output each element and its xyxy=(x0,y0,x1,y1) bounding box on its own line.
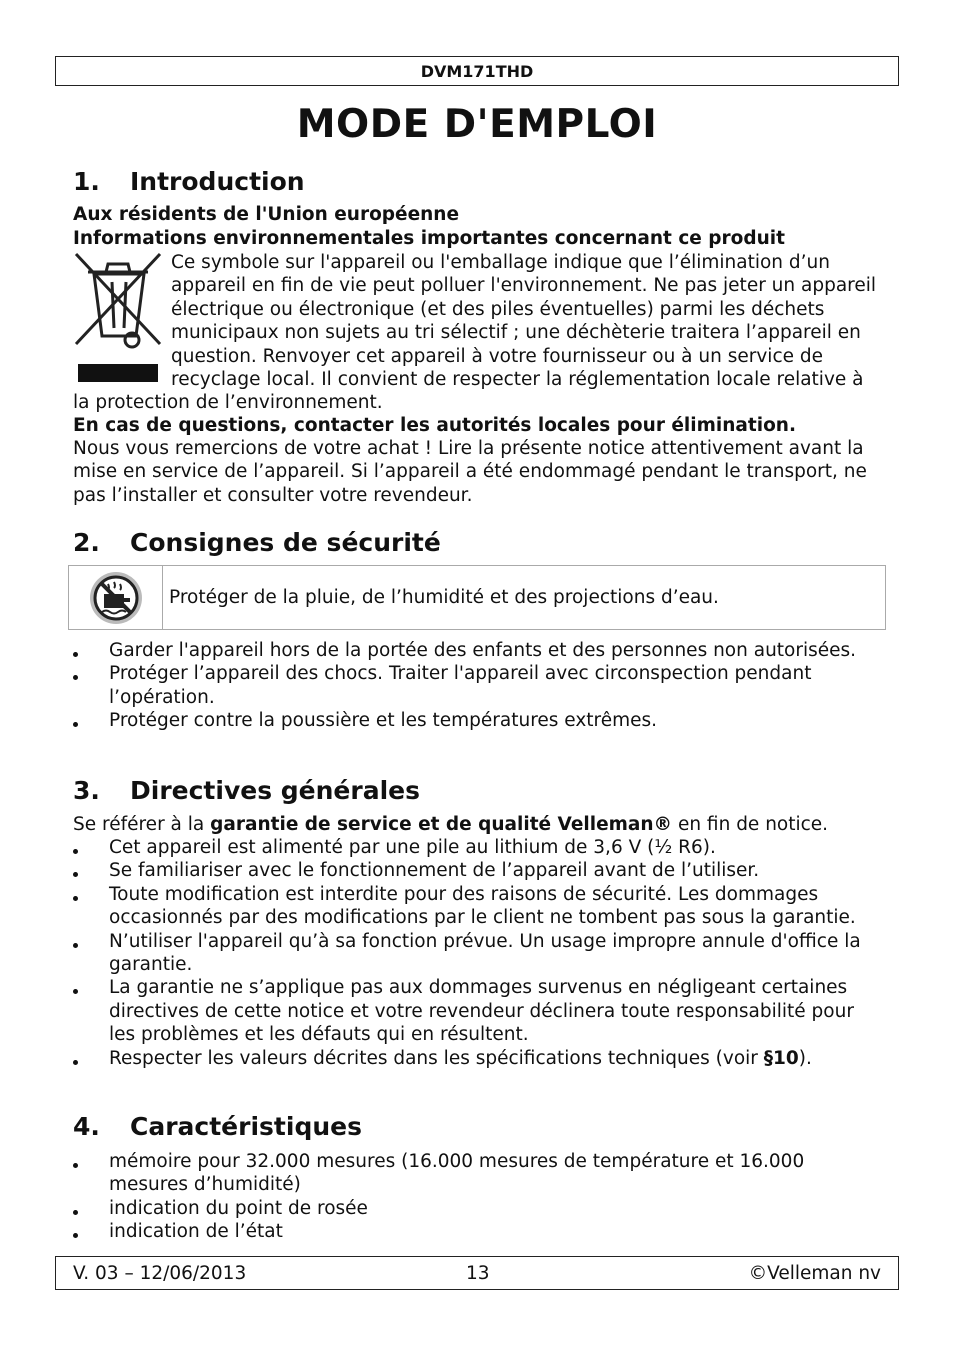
safety-notice-text: Protéger de la pluie, de l’humidité et des projections d’eau. xyxy=(169,586,719,608)
list-item: Garder l'appareil hors de la portée des enfants et des personnes non autorisées. xyxy=(73,639,883,662)
document-footer xyxy=(55,1256,899,1290)
warranty-name: garantie de service et de qualité Velleman® xyxy=(210,814,673,835)
list-item: La garantie ne s’applique pas aux dommages survenus en négligeant certaines directives de cette notice et votre revendeur déclinera toute responsabilité pour les problèmes et les défauts qui en résultent. xyxy=(73,976,883,1046)
section-1-heading xyxy=(73,167,305,197)
general-directives-list xyxy=(73,836,883,1070)
list-item-text: Respecter les valeurs décrites dans les spécifications techniques (voir xyxy=(109,1047,764,1069)
list-item: Protéger l’appareil des chocs. Traiter l'appareil avec circonspection pendant l’opération. xyxy=(73,662,883,709)
section-3-heading xyxy=(73,776,420,806)
list-item: Protéger contre la poussière et les températures extrêmes. xyxy=(73,709,883,732)
features-list xyxy=(73,1150,883,1244)
safety-icon-cell xyxy=(69,566,163,629)
version-date: V. 03 – 12/06/2013 xyxy=(73,1263,247,1284)
thanks-paragraph: Nous vous remercions de votre achat ! Lire la présente notice attentivement avant la mise en service de l’appareil. Si l’appareil a été endommagé pendant le transport, ne pas l’installer et consulter votre revendeur. xyxy=(73,438,867,506)
page-number: 13 xyxy=(466,1263,490,1284)
list-item: mémoire pour 32.000 mesures (16.000 mesures de température et 16.000 mesures d’humidité) xyxy=(73,1150,883,1197)
list-item: N’utiliser l'appareil qu’à sa fonction prévue. Un usage impropre annule d'office la garantie. xyxy=(73,930,883,977)
page-title: MODE D'EMPLOI xyxy=(296,102,658,147)
list-item xyxy=(73,1047,883,1070)
section-2-heading xyxy=(73,528,441,558)
warranty-reference-text: Se référer à la xyxy=(73,814,211,835)
section-reference: §10 xyxy=(763,1047,799,1069)
section-number: 3. xyxy=(73,776,100,805)
weee-paragraph xyxy=(73,251,879,415)
contact-authorities-note: En cas de questions, contacter les autorités locales pour élimination. xyxy=(73,415,796,436)
eu-residents-subheading: Aux résidents de l'Union européenne xyxy=(73,204,460,225)
section-title: Introduction xyxy=(130,167,305,196)
section-title: Caractéristiques xyxy=(130,1112,362,1141)
list-item-text-end: ). xyxy=(798,1047,812,1069)
warranty-reference-end: en fin de notice. xyxy=(672,814,829,835)
section-number: 4. xyxy=(73,1112,100,1141)
safety-notice-box xyxy=(68,565,886,630)
model-name: DVM171THD xyxy=(420,62,534,81)
list-item: Cet appareil est alimenté par une pile au lithium de 3,6 V (½ R6). xyxy=(73,836,883,859)
section-4-heading xyxy=(73,1112,362,1142)
environment-info-subheading: Informations environnementales importantes concernant ce produit xyxy=(73,228,785,249)
list-item: Toute modification est interdite pour des raisons de sécurité. Les dommages occasionnés par des modifications par le client ne tombent pas sous la garantie. xyxy=(73,883,883,930)
safety-bullet-list xyxy=(73,639,883,733)
list-item: Se familiariser avec le fonctionnement de l’appareil avant de l’utiliser. xyxy=(73,859,883,882)
document-header xyxy=(55,56,899,86)
section-title: Consignes de sécurité xyxy=(130,528,441,557)
list-item: indication du point de rosée xyxy=(73,1197,883,1220)
section-number: 2. xyxy=(73,528,100,557)
section-title: Directives générales xyxy=(130,776,420,805)
warranty-reference xyxy=(73,813,828,836)
no-water-icon xyxy=(88,570,144,626)
section-number: 1. xyxy=(73,167,100,196)
list-item: indication de l’état xyxy=(73,1220,883,1243)
weee-text: Ce symbole sur l'appareil ou l'emballage indique que l’élimination d’un appareil en fin de vie peut polluer l'environnement. Ne pas jeter un appareil électrique ou électronique (et des piles éventuelles) parmi les déchets municipaux non sujets au tri sélectif ; une déchèterie traitera l’appareil en question. Renvoyer cet appareil à votre fournisseur ou à un service de recyclage local. Il convient de respecter la réglementation locale relative à la protection de l’environnement. xyxy=(73,252,877,414)
copyright: ©Velleman nv xyxy=(748,1263,881,1284)
